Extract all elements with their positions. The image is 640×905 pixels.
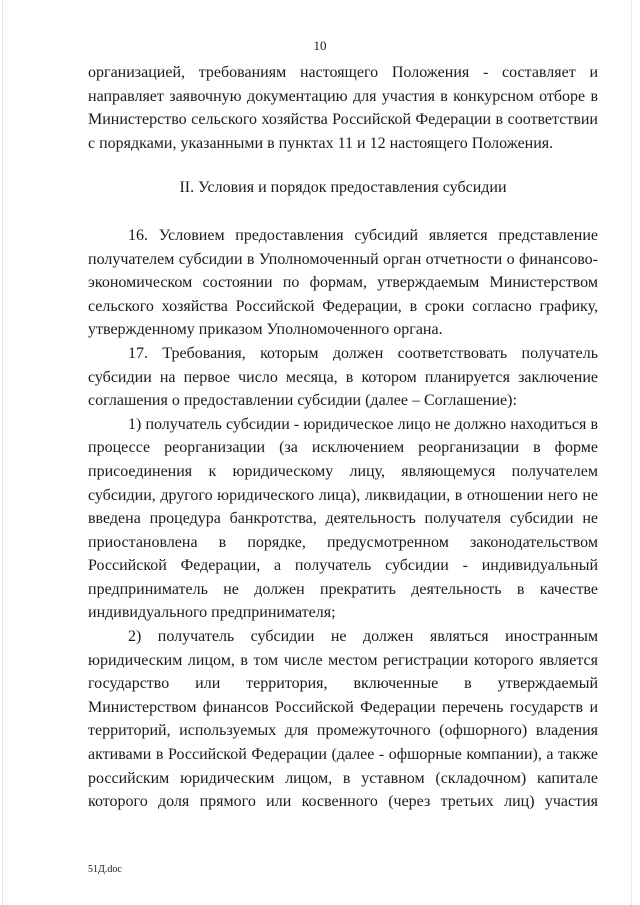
paragraph-16: 16. Условием предоставления субсидий является представление получателем субсидии в Уполномоченный орган отчетности о финансово-экономическом состоянии по формам, утверждаемым Министерством сельского хозяйства Российской Федерации, в сроки согласно графику, утвержденному приказом Уполномоченного органа.: [88, 226, 598, 339]
paragraph-17: 17. Требования, которым должен соответствовать получатель субсидии на первое число месяца, в котором планируется заключение соглашения о предоставлении субсидии (далее – Соглашение):: [88, 344, 598, 410]
page-number: 10: [313, 38, 327, 53]
scan-edge-left: [0, 0, 3, 905]
paragraph-17-item-1: 1) получатель субсидии - юридическое лицо не должно находиться в процессе реорганизации (за исключением реорганизации в форме присоединения к юридическому лицу, являющемуся получателем субсидии, другого юридического лица), ликвидации, в отношении него не введена процедура банкротства, деятельность получателя субсидии не приостановлена в порядке, предусмотренном законодательством Российской Федерации, а получатель субсидии - индивидуальный предприниматель не должен прекратить деятельность в качестве индивидуального предпринимателя;: [88, 415, 598, 622]
scan-edge-right: [631, 0, 634, 905]
document-body: [88, 61, 598, 814]
paragraph-17-item-2: 2) получатель субсидии не должен являться иностранным юридическим лицом, в том числе местом регистрации которого является государство или территория, включенные в утверждаемый Министерством финансов Российской Федерации перечень государств и территорий, используемых для промежуточного (офшорного) владения активами в Российской Федерации (далее - офшорные компании), а также российским юридическим лицом, в уставном (складочном) капитале которого доля прямого или косвенного (через третьих лиц) участия: [88, 628, 598, 811]
section-heading: II. Условия и порядок предоставления субсидии: [179, 179, 507, 197]
continued-paragraph: организацией, требованиям настоящего Положения - составляет и направляет заявочную документацию для участия в конкурсном отборе в Министерство сельского хозяйства Российской Федерации в соответствии с порядками, указанными в пунктах 11 и 12 настоящего Положения.: [88, 64, 598, 152]
footer-filename: 51Д.doc: [88, 864, 122, 875]
